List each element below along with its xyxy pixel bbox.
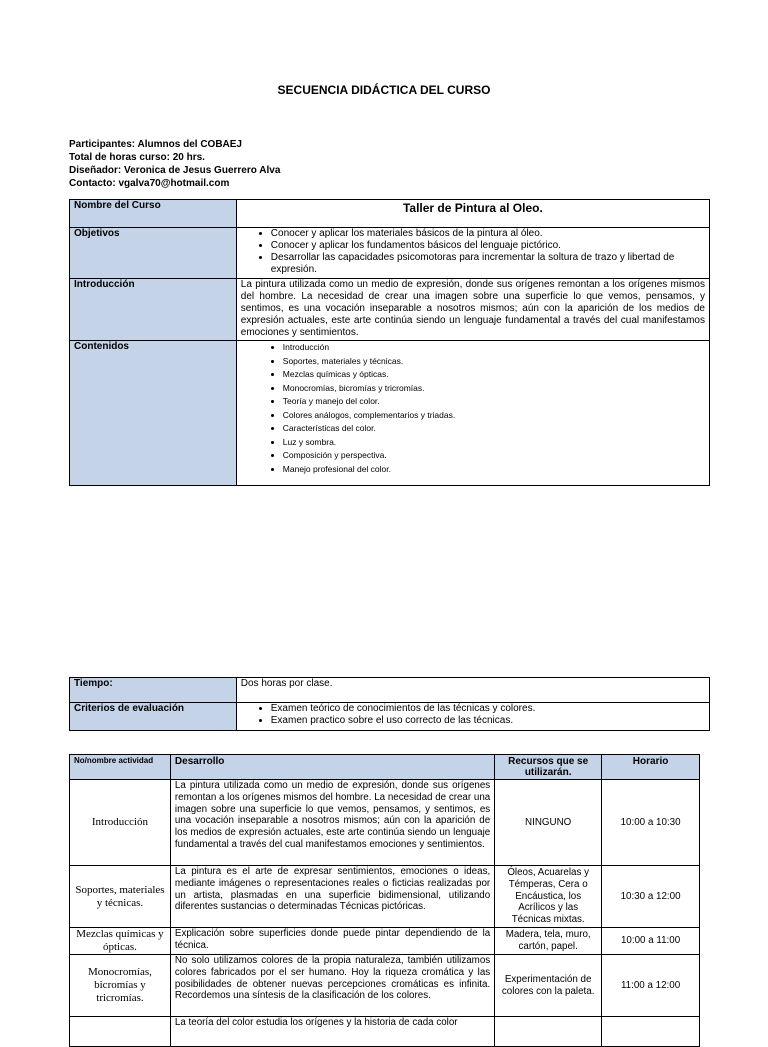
header-development: Desarrollo: [170, 755, 494, 780]
designer-line: Diseñador: Veronica de Jesus Guerrero Alva: [69, 165, 281, 176]
activity-resources: Óleos, Acuarelas y Témperas, Cera o Encáustica, los Acrílicos y las Técnicas mixtas.: [495, 866, 602, 928]
content-item: • Monocromías, bicromías y tricromías.: [283, 382, 705, 396]
course-name: Taller de Pintura al Oleo.: [236, 200, 709, 228]
table-row: [70, 1017, 700, 1047]
contact-line: Contacto: vgalva70@hotmail.com: [69, 178, 230, 189]
activity-resources: [495, 1017, 602, 1047]
evaluation-table: [69, 677, 710, 731]
table-row: [70, 928, 700, 955]
activities-table: [69, 754, 700, 1047]
contents-cell: [236, 341, 709, 486]
introduction-text: La pintura utilizada como un medio de expresión, donde sus orígenes remontan a los orígenes mismos del hombre. La necesidad de crear una imagen sobre una superficie lo que vemos, pensamos, y sentimos, es una vocación inseparable a nosotros mismos; aún con la aparición de los medios de expresión actuales, este arte continúa siendo un lenguaje fundamental a través del cual manifestamos emociones y sentimientos.: [236, 279, 709, 341]
activity-development: No solo utilizamos colores de la propia naturaleza, también utilizamos colores fabricados por el ser humano. Hoy la riqueza cromática y las posibilidades de obtener nuevas percepciones cromáticas es infinita. Recordemos una síntesis de la clasificación de los colores.: [170, 955, 494, 1017]
criteria-item: • Examen practico sobre el uso correcto de las técnicas.: [271, 715, 705, 727]
activity-development: La pintura es el arte de expresar sentimientos, emociones o ideas, mediante imágenes o representaciones reales o ficticias realizadas por un artista, plasmadas en una superficie bidimensional, utilizando diferentes sustancias o determinadas Técnicas pictóricas.: [170, 866, 494, 928]
course-table: [69, 199, 710, 486]
header-resources: Recursos que se utilizarán.: [495, 755, 602, 780]
course-info: [69, 138, 280, 190]
hours-line: Total de horas curso: 20 hrs.: [69, 152, 205, 163]
activity-resources: Madera, tela, muro, cartón, papel.: [495, 928, 602, 955]
table-row: [70, 866, 700, 928]
objective-item: • Conocer y aplicar los materiales básicos de la pintura al óleo.: [271, 228, 705, 240]
activity-name: Introducción: [70, 780, 171, 866]
content-item: • Soportes, materiales y técnicas.: [283, 355, 705, 369]
criteria-cell: [236, 703, 709, 731]
content-item: • Teoría y manejo del color.: [283, 395, 705, 409]
activity-schedule: 11:00 a 12:00: [602, 955, 700, 1017]
activity-development: La teoría del color estudia los orígenes y la historia de cada color: [170, 1017, 494, 1047]
content-item: • Características del color.: [283, 422, 705, 436]
activity-schedule: 10:30 a 12:00: [602, 866, 700, 928]
activity-name: Soportes, materiales y técnicas.: [70, 866, 171, 928]
objectives-cell: [236, 228, 709, 279]
header-schedule: Horario: [602, 755, 700, 780]
activity-name: Monocromías, bicromías y tricromías.: [70, 955, 171, 1017]
activity-name: Mezclas químicas y ópticas.: [70, 928, 171, 955]
objective-item: • Desarrollar las capacidades psicomotoras para incrementar la soltura de trazo y libertad de expresión.: [271, 252, 705, 276]
activity-schedule: [602, 1017, 700, 1047]
content-item: • Colores análogos, complementarios y triadas.: [283, 409, 705, 423]
page-title: SECUENCIA DIDÁCTICA DEL CURSO: [277, 83, 491, 97]
activity-development: Explicación sobre superficies donde puede pintar dependiendo de la técnica.: [170, 928, 494, 955]
activity-development: La pintura utilizada como un medio de expresión, donde sus orígenes remontan a los orígenes mismos del hombre. La necesidad de crear una imagen sobre una superficie lo que vemos, pensamos, y sentimos, es una vocación inseparable a nosotros mismos; aún con la aparición de los medios de expresión actuales, este arte continúa siendo un lenguaje fundamental a través del cual manifestamos emociones y sentimientos.: [170, 780, 494, 866]
contents-label: Contenidos: [70, 341, 237, 486]
content-item: • Manejo profesional del color.: [283, 463, 705, 477]
criteria-item: • Examen teórico de conocimientos de las técnicas y colores.: [271, 703, 705, 715]
time-value: Dos horas por clase.: [236, 678, 709, 703]
activity-schedule: 10:00 a 11:00: [602, 928, 700, 955]
criteria-label: Criterios de evaluación: [70, 703, 237, 731]
content-item: • Composición y perspectiva.: [283, 449, 705, 463]
activity-schedule: 10:00 a 10:30: [602, 780, 700, 866]
participants-line: Participantes: Alumnos del COBAEJ: [69, 139, 242, 150]
introduction-label: Introducción: [70, 279, 237, 341]
objectives-label: Objetivos: [70, 228, 237, 279]
content-item: • Luz y sombra.: [283, 436, 705, 450]
table-row: [70, 780, 700, 866]
activity-name: [70, 1017, 171, 1047]
objective-item: • Conocer y aplicar los fundamentos básicos del lenguaje pictórico.: [271, 240, 705, 252]
activity-resources: NINGUNO: [495, 780, 602, 866]
course-name-label: Nombre del Curso: [70, 200, 237, 228]
activity-resources: Experimentación de colores con la paleta.: [495, 955, 602, 1017]
time-label: Tiempo:: [70, 678, 237, 703]
table-row: [70, 955, 700, 1017]
content-item: • Introducción: [283, 341, 705, 355]
content-item: • Mezclas químicas y ópticas.: [283, 368, 705, 382]
header-activity: No/nombre actividad: [70, 755, 171, 780]
